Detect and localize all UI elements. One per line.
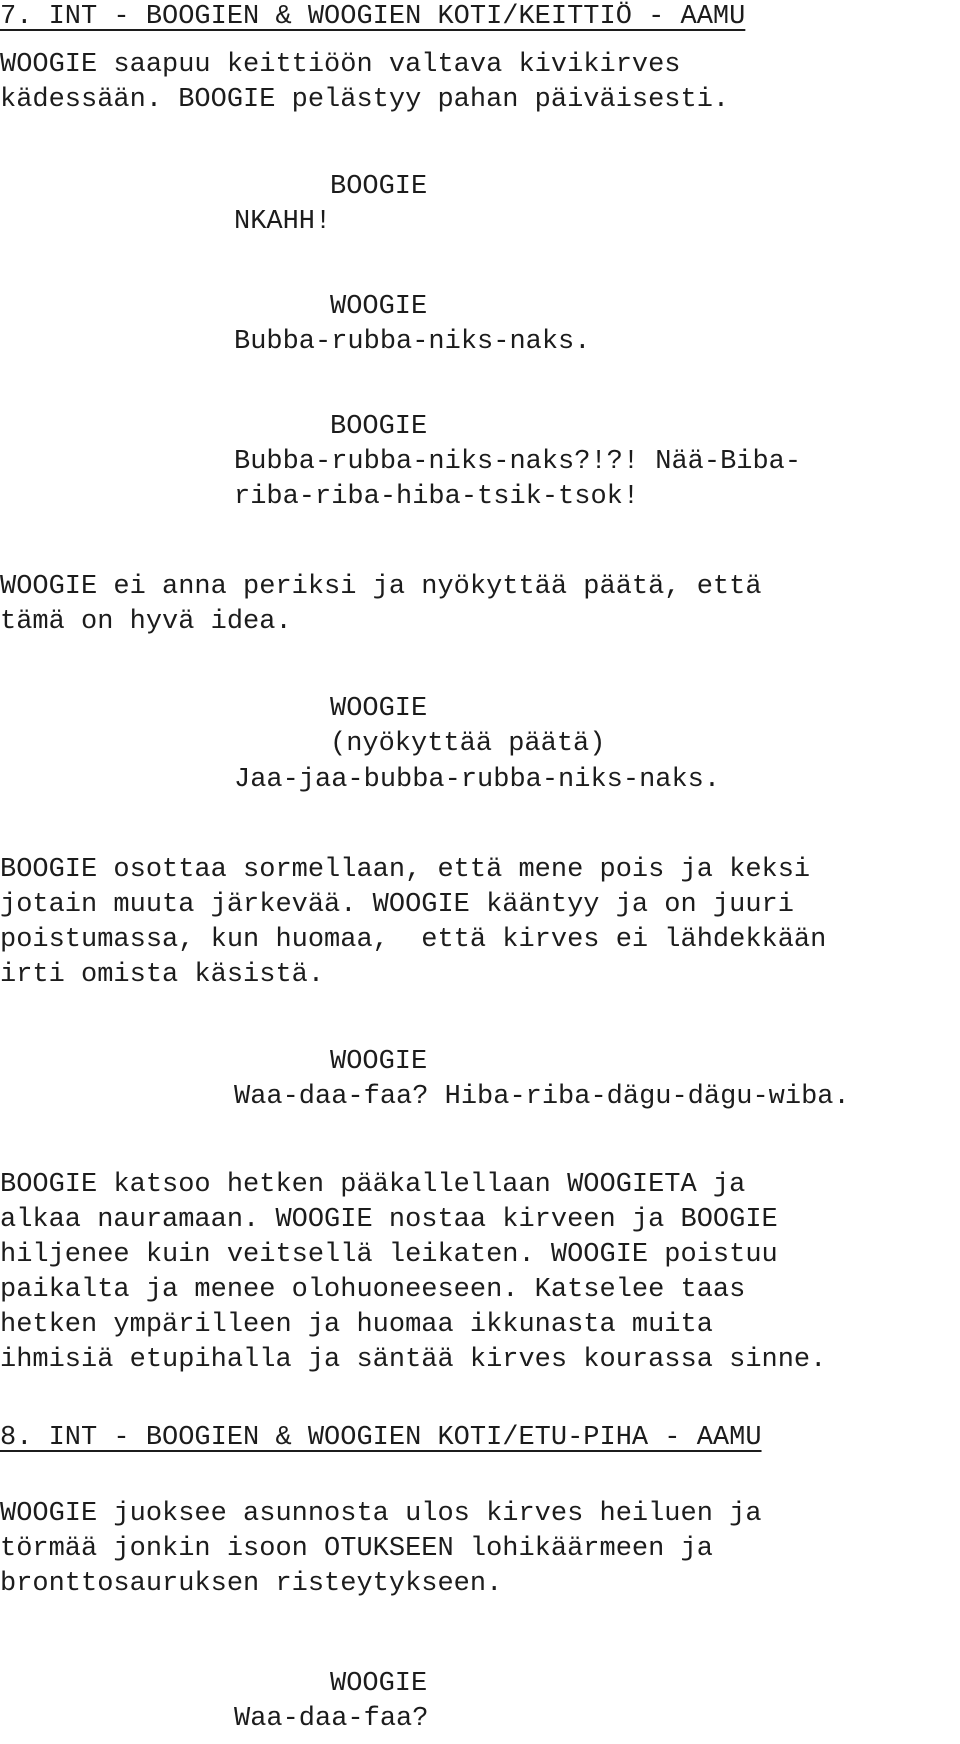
- scene-heading: 8. INT - BOOGIEN & WOOGIEN KOTI/ETU-PIHA - AAMU: [0, 1423, 762, 1453]
- action-line: alkaa nauramaan. WOOGIE nostaa kirveen ja BOOGIE: [0, 1205, 778, 1235]
- dialogue-line: Bubba-rubba-niks-naks?!?! Nää-Biba-: [234, 447, 802, 477]
- action-line: kädessään. BOOGIE pelästyy pahan päiväisesti.: [0, 85, 730, 115]
- action-line: hiljenee kuin veitsellä leikaten. WOOGIE poistuu: [0, 1240, 778, 1270]
- dialogue-line: Bubba-rubba-niks-naks.: [234, 327, 591, 357]
- dialogue-line: Waa-daa-faa? Hiba-riba-dägu-dägu-wiba.: [234, 1082, 850, 1112]
- character-name: BOOGIE: [330, 412, 428, 442]
- dialogue-line: riba-riba-hiba-tsik-tsok!: [234, 482, 640, 512]
- scene-heading: 7. INT - BOOGIEN & WOOGIEN KOTI/KEITTIÖ - AAMU: [0, 2, 746, 32]
- action-line: WOOGIE ei anna periksi ja nyökyttää päätä, että: [0, 572, 762, 602]
- action-line: törmää jonkin isoon OTUKSEEN lohikäärmeen ja: [0, 1534, 713, 1564]
- parenthetical: (nyökyttää päätä): [330, 729, 606, 759]
- action-line: ihmisiä etupihalla ja säntää kirves kourassa sinne.: [0, 1345, 827, 1375]
- action-line: BOOGIE katsoo hetken pääkallellaan WOOGIETA ja: [0, 1170, 746, 1200]
- action-line: hetken ympärilleen ja huomaa ikkunasta muita: [0, 1310, 713, 1340]
- action-line: WOOGIE juoksee asunnosta ulos kirves heiluen ja: [0, 1499, 762, 1529]
- action-line: irti omista käsistä.: [0, 960, 325, 990]
- action-line: bronttosauruksen risteytykseen.: [0, 1569, 503, 1599]
- dialogue-line: Jaa-jaa-bubba-rubba-niks-naks.: [234, 765, 721, 795]
- character-name: WOOGIE: [330, 1669, 428, 1699]
- character-name: WOOGIE: [330, 694, 428, 724]
- action-line: paikalta ja menee olohuoneeseen. Katselee taas: [0, 1275, 746, 1305]
- dialogue-line: NKAHH!: [234, 207, 332, 237]
- character-name: WOOGIE: [330, 292, 428, 322]
- action-line: WOOGIE saapuu keittiöön valtava kivikirves: [0, 50, 681, 80]
- character-name: WOOGIE: [330, 1047, 428, 1077]
- character-name: BOOGIE: [330, 172, 428, 202]
- action-line: tämä on hyvä idea.: [0, 607, 292, 637]
- action-line: jotain muuta järkevää. WOOGIE kääntyy ja on juuri: [0, 890, 794, 920]
- action-line: poistumassa, kun huomaa, että kirves ei lähdekkään: [0, 925, 827, 955]
- dialogue-line: Waa-daa-faa?: [234, 1704, 429, 1734]
- action-line: BOOGIE osottaa sormellaan, että mene pois ja keksi: [0, 855, 811, 885]
